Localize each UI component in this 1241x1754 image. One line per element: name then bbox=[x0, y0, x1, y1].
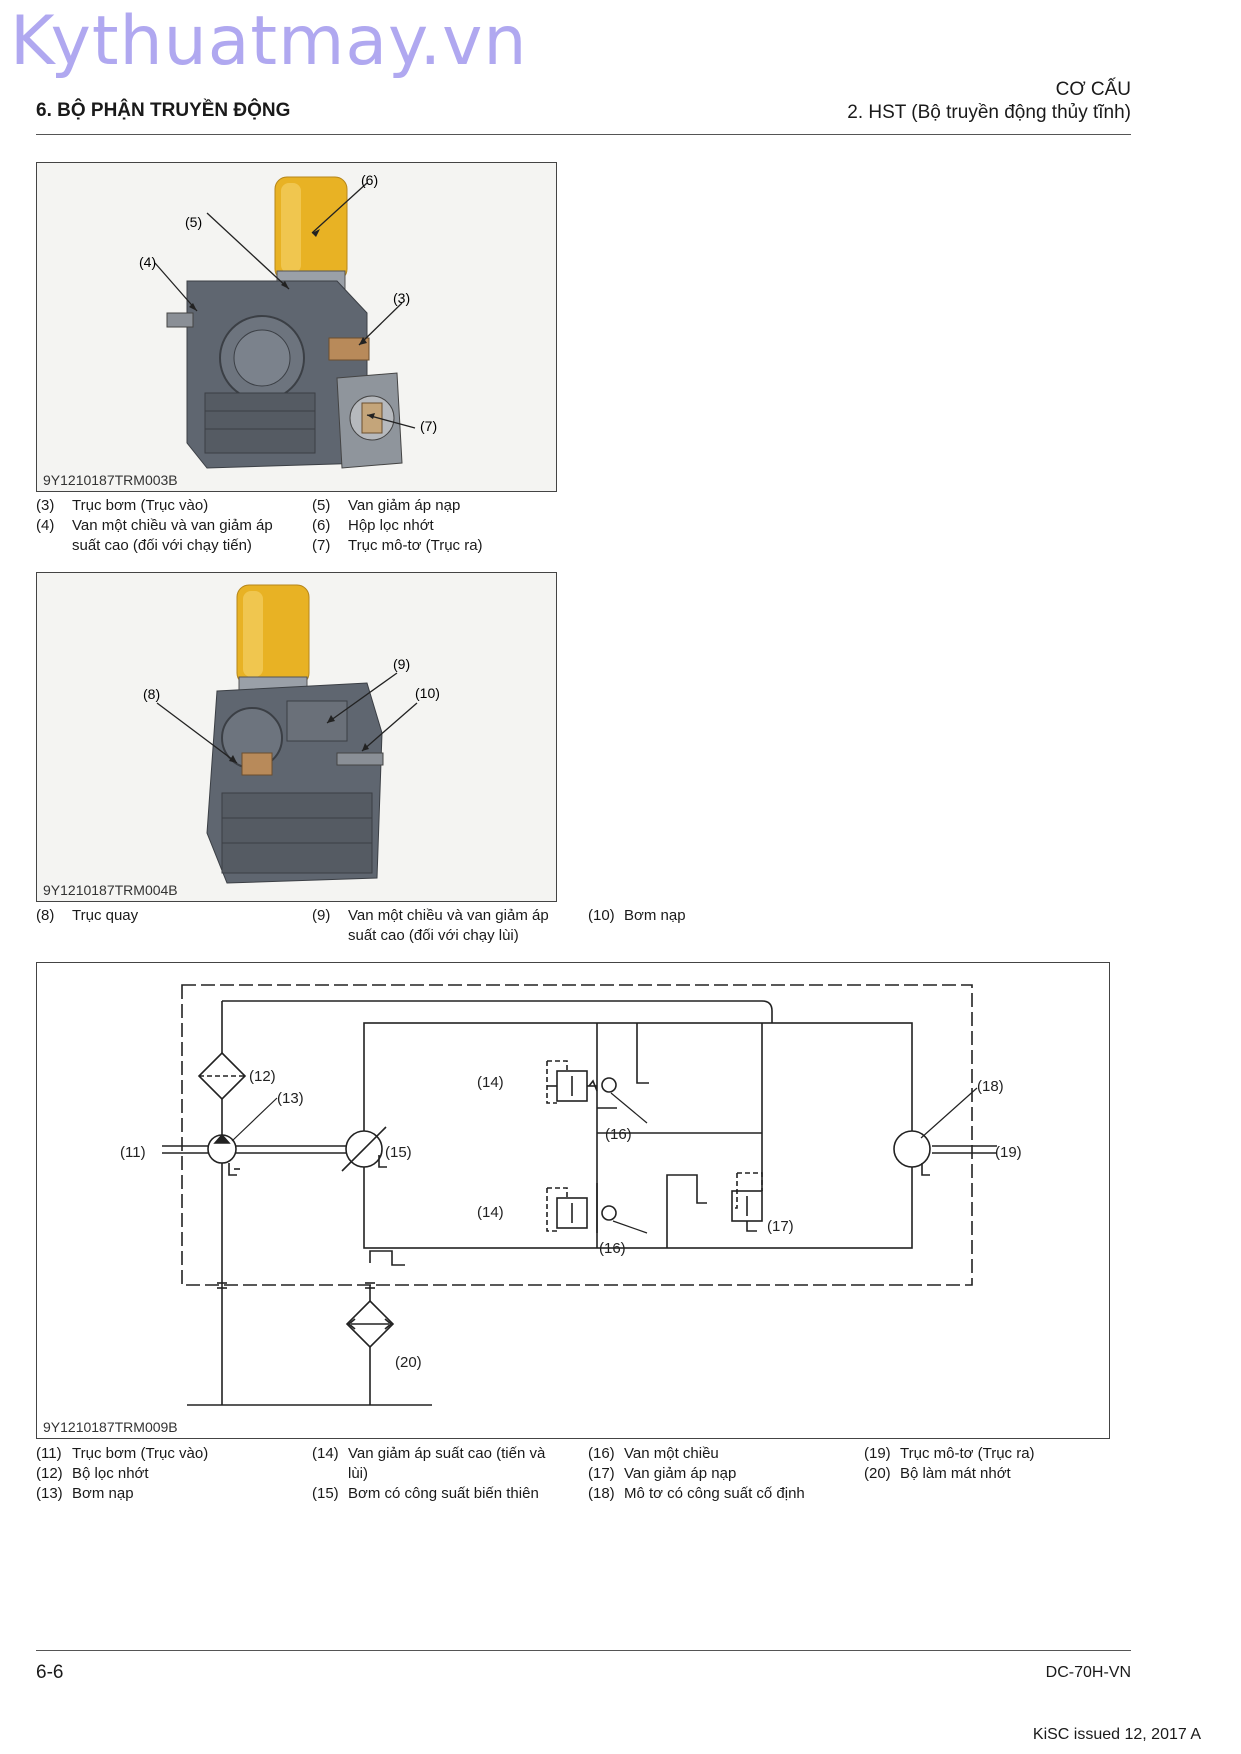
caption-text: Van giảm áp nạp bbox=[348, 497, 461, 514]
caption-num: (9) bbox=[312, 907, 331, 924]
caption-text: Bơm có công suất biến thiên bbox=[348, 1485, 539, 1502]
caption-text: Van một chiều và van giảm áp bbox=[348, 907, 549, 924]
caption-num: (6) bbox=[312, 517, 331, 534]
page-number: 6-6 bbox=[36, 1662, 64, 1683]
footer-rule bbox=[36, 1650, 1131, 1651]
figure-hydraulic-schematic bbox=[36, 962, 1110, 1439]
caption-num: (7) bbox=[312, 537, 331, 554]
caption-text: Van một chiều bbox=[624, 1445, 719, 1462]
caption-col bbox=[36, 1444, 306, 1504]
caption-text: Trục quay bbox=[72, 907, 139, 924]
callout-7: (7) bbox=[420, 418, 438, 434]
figure-id: 9Y1210187TRM009B bbox=[43, 1419, 178, 1435]
caption-num: (17) bbox=[588, 1465, 615, 1482]
caption-num: (11) bbox=[36, 1445, 62, 1462]
caption-text: Hộp lọc nhớt bbox=[348, 517, 434, 534]
caption-num: (16) bbox=[588, 1445, 615, 1462]
section-title: 6. BỘ PHẬN TRUYỀN ĐỘNG bbox=[36, 100, 291, 121]
callout-14-lower: (14) bbox=[477, 1204, 504, 1221]
caption-text: lùi) bbox=[348, 1465, 369, 1482]
caption-num: (13) bbox=[36, 1485, 63, 1502]
caption-text: Trục bơm (Trục vào) bbox=[72, 1445, 209, 1462]
caption-num: (15) bbox=[312, 1485, 339, 1502]
callout-13: (13) bbox=[277, 1090, 304, 1107]
caption-col bbox=[588, 906, 858, 926]
header-rule bbox=[36, 134, 1131, 135]
caption-num: (19) bbox=[864, 1445, 891, 1462]
callout-15: (15) bbox=[385, 1144, 412, 1161]
pump-rear-callouts bbox=[37, 573, 556, 901]
caption-num: (14) bbox=[312, 1445, 339, 1462]
header-right bbox=[847, 78, 1131, 124]
subsection-title: 2. HST (Bộ truyền động thủy tĩnh) bbox=[847, 102, 1131, 123]
caption-num: (20) bbox=[864, 1465, 891, 1482]
caption-col bbox=[864, 1444, 1134, 1484]
caption-text: Bơm nạp bbox=[72, 1485, 134, 1502]
figure-id: 9Y1210187TRM004B bbox=[43, 882, 178, 898]
caption-text: Trục mô-tơ (Trục ra) bbox=[348, 537, 483, 554]
caption-text: suất cao (đối với chạy lùi) bbox=[348, 927, 519, 944]
pump-front-callouts bbox=[37, 163, 556, 491]
caption-text: Mô tơ có công suất cố định bbox=[624, 1485, 805, 1502]
callout-6: (6) bbox=[361, 172, 379, 188]
callout-20: (20) bbox=[395, 1354, 422, 1371]
caption-text: Van giảm áp nạp bbox=[624, 1465, 737, 1482]
caption-num: (5) bbox=[312, 497, 331, 514]
callout-16-lower: (16) bbox=[599, 1240, 626, 1257]
caption-text: Trục bơm (Trục vào) bbox=[72, 497, 209, 514]
issue-note: KiSC issued 12, 2017 A bbox=[1032, 1726, 1201, 1743]
caption-text: Bộ làm mát nhớt bbox=[900, 1465, 1011, 1482]
callout-9: (9) bbox=[393, 656, 411, 672]
caption-num: (18) bbox=[588, 1485, 615, 1502]
figure-pump-rear bbox=[36, 572, 557, 902]
callout-8: (8) bbox=[143, 686, 161, 702]
caption-col bbox=[36, 496, 306, 556]
caption-text: Van một chiều và van giảm áp bbox=[72, 517, 273, 534]
caption-col bbox=[312, 906, 582, 946]
caption-num: (3) bbox=[36, 497, 55, 514]
watermark: Kythuatmay.vn bbox=[10, 2, 528, 81]
callout-16-upper: (16) bbox=[605, 1126, 632, 1143]
callout-4: (4) bbox=[139, 254, 157, 270]
caption-num: (8) bbox=[36, 907, 55, 924]
figure-id: 9Y1210187TRM003B bbox=[43, 472, 178, 488]
callout-12: (12) bbox=[249, 1068, 276, 1085]
callout-18: (18) bbox=[977, 1078, 1004, 1095]
caption-text: suất cao (đối với chạy tiến) bbox=[72, 537, 252, 554]
caption-text: Trục mô-tơ (Trục ra) bbox=[900, 1445, 1035, 1462]
doc-code: DC-70H-VN bbox=[1045, 1664, 1131, 1681]
callout-5: (5) bbox=[185, 214, 203, 230]
caption-col bbox=[588, 1444, 858, 1504]
caption-text: Van giảm áp suất cao (tiến và bbox=[348, 1445, 546, 1462]
caption-col bbox=[36, 906, 306, 926]
callout-3: (3) bbox=[393, 290, 411, 306]
caption-num: (12) bbox=[36, 1465, 63, 1482]
callout-17: (17) bbox=[767, 1218, 794, 1235]
callout-14-upper: (14) bbox=[477, 1074, 504, 1091]
caption-col bbox=[312, 1444, 582, 1504]
callout-11: (11) bbox=[120, 1144, 146, 1161]
caption-text: Bơm nạp bbox=[624, 907, 686, 924]
hydraulic-schematic bbox=[37, 963, 1109, 1438]
figure-pump-front bbox=[36, 162, 557, 492]
caption-text: Bộ lọc nhớt bbox=[72, 1465, 149, 1482]
callout-19: (19) bbox=[995, 1144, 1022, 1161]
caption-col bbox=[312, 496, 582, 556]
caption-num: (4) bbox=[36, 517, 55, 534]
caption-num: (10) bbox=[588, 907, 615, 924]
category-title: CƠ CẤU bbox=[1055, 79, 1131, 100]
callout-10: (10) bbox=[415, 685, 440, 701]
